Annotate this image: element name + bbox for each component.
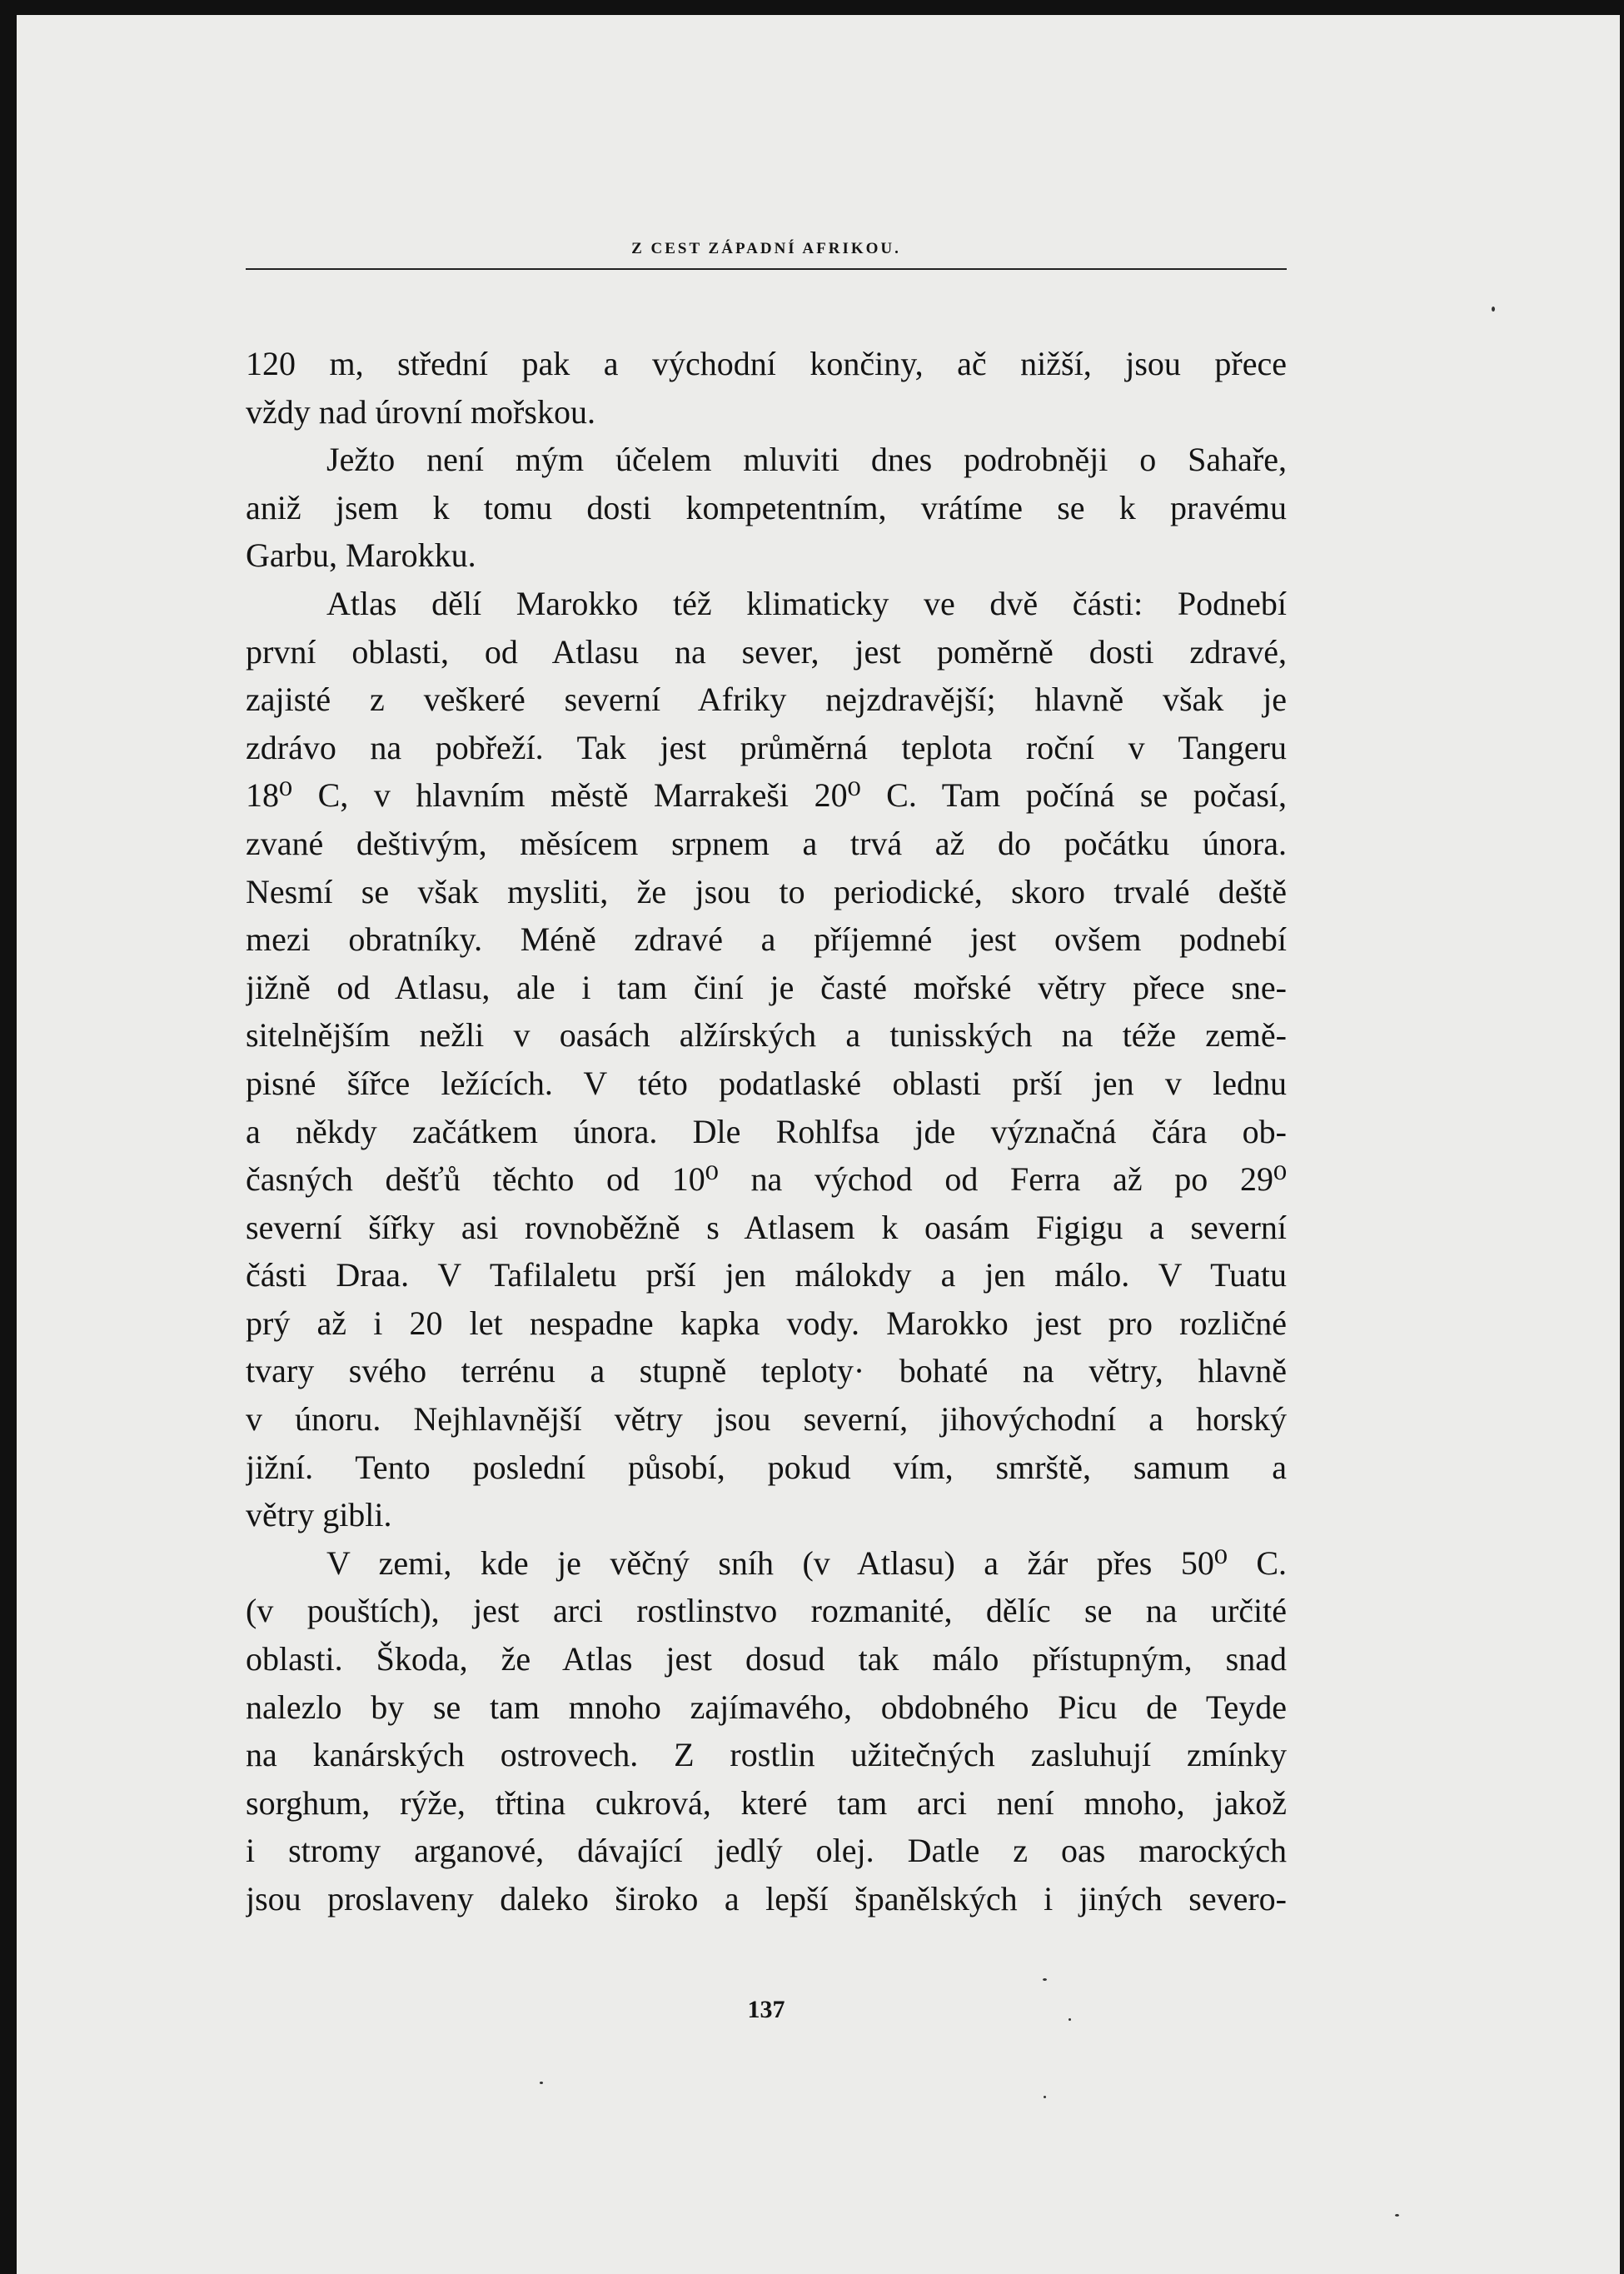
text-line: tvary svého terrénu a stupně teploty· bohaté na větry, hlavně <box>246 1352 1287 1390</box>
text-line: větry gibli. <box>246 1496 392 1534</box>
text-line: sitelnějším nežli v oasách alžírských a tunisských na téže země- <box>246 1016 1287 1055</box>
scan-speck <box>1043 1978 1047 1981</box>
text-line: Ježto není mým účelem mluviti dnes podrobněji o Sahaře, <box>326 441 1287 479</box>
running-header: Z CEST ZÁPADNÍ AFRIKOU. <box>631 240 901 257</box>
text-line: nalezlo by se tam mnoho zajímavého, obdobného Picu de Teyde <box>246 1688 1287 1726</box>
text-line: jižně od Atlasu, ale i tam činí je časté mořské větry přece sne- <box>246 968 1287 1006</box>
page-number: 137 <box>747 1996 785 2023</box>
text-line: Nesmí se však mysliti, že jsou to periodické, skoro trvalé deště <box>246 872 1287 910</box>
text-line: v únoru. Nejhlavnější větry jsou severní, jihovýchodní a horský <box>246 1400 1287 1439</box>
body-text <box>246 340 1287 1923</box>
text-line: (v pouštích), jest arci rostlinstvo rozmanité, dělíc se na určité <box>246 1592 1287 1630</box>
text-line: prý až i 20 let nespadne kapka vody. Marokko jest pro rozličné <box>246 1304 1287 1342</box>
book-page <box>17 15 1620 2274</box>
text-line: V zemi, kde je věčný sníh (v Atlasu) a žár přes 50⁰ C. <box>326 1543 1287 1582</box>
text-line: sorghum, rýže, třtina cukrová, které tam arci není mnoho, jakož <box>246 1783 1287 1822</box>
scan-speck <box>1492 307 1495 312</box>
text-line: zvané deštivým, měsícem srpnem a trvá až do počátku února. <box>246 824 1287 862</box>
text-line: 120 m, střední pak a východní končiny, ač nižší, jsou přece <box>246 345 1287 382</box>
scan-speck <box>1044 2096 1046 2098</box>
text-line: části Draa. V Tafilaletu prší jen málokdy a jen málo. V Tuatu <box>246 1256 1287 1294</box>
text-line: severní šířky asi rovnoběžně s Atlasem k oasám Figigu a severní <box>246 1208 1287 1246</box>
text-line: Atlas dělí Marokko též klimaticky ve dvě části: Podnebí <box>326 584 1287 622</box>
text-line: Garbu, Marokku. <box>246 536 476 575</box>
scan-speck <box>1395 2214 1399 2217</box>
header-rule <box>246 268 1287 270</box>
scan-speck <box>1069 2018 1071 2021</box>
text-line: a někdy začátkem února. Dle Rohlfsa jde význačná čára ob- <box>246 1112 1287 1150</box>
text-line: i stromy arganové, dávající jedlý olej. Datle z oas marockých <box>246 1832 1287 1870</box>
scan-speck <box>540 2082 543 2084</box>
text-line: mezi obratníky. Méně zdravé a příjemné jest ovšem podnebí <box>246 920 1287 959</box>
text-line: na kanárských ostrovech. Z rostlin užitečných zasluhují zmínky <box>246 1736 1287 1774</box>
text-line: časných dešťů těchto od 10⁰ na východ od Ferra až po 29⁰ <box>246 1160 1287 1199</box>
text-line: vždy nad úrovní mořskou. <box>246 392 595 431</box>
text-line: 18⁰ C, v hlavním městě Marrakeši 20⁰ C. Tam počíná se počasí, <box>246 776 1287 815</box>
text-line: oblasti. Škoda, že Atlas jest dosud tak málo přístupným, snad <box>246 1640 1287 1678</box>
text-line: pisné šířce ležících. V této podatlaské oblasti prší jen v lednu <box>246 1064 1287 1102</box>
text-line: jsou proslaveny daleko široko a lepší španělských i jiných severo- <box>246 1880 1287 1917</box>
text-line: aniž jsem k tomu dosti kompetentním, vrátíme se k pravému <box>246 488 1287 526</box>
text-line: první oblasti, od Atlasu na sever, jest poměrně dosti zdravé, <box>246 632 1287 671</box>
text-line: zdrávo na pobřeží. Tak jest průměrná teplota roční v Tangeru <box>246 728 1287 766</box>
text-line: jižní. Tento poslední působí, pokud vím, smrště, samum a <box>246 1448 1287 1486</box>
text-line: zajisté z veškeré severní Afriky nejzdravější; hlavně však je <box>246 681 1287 719</box>
